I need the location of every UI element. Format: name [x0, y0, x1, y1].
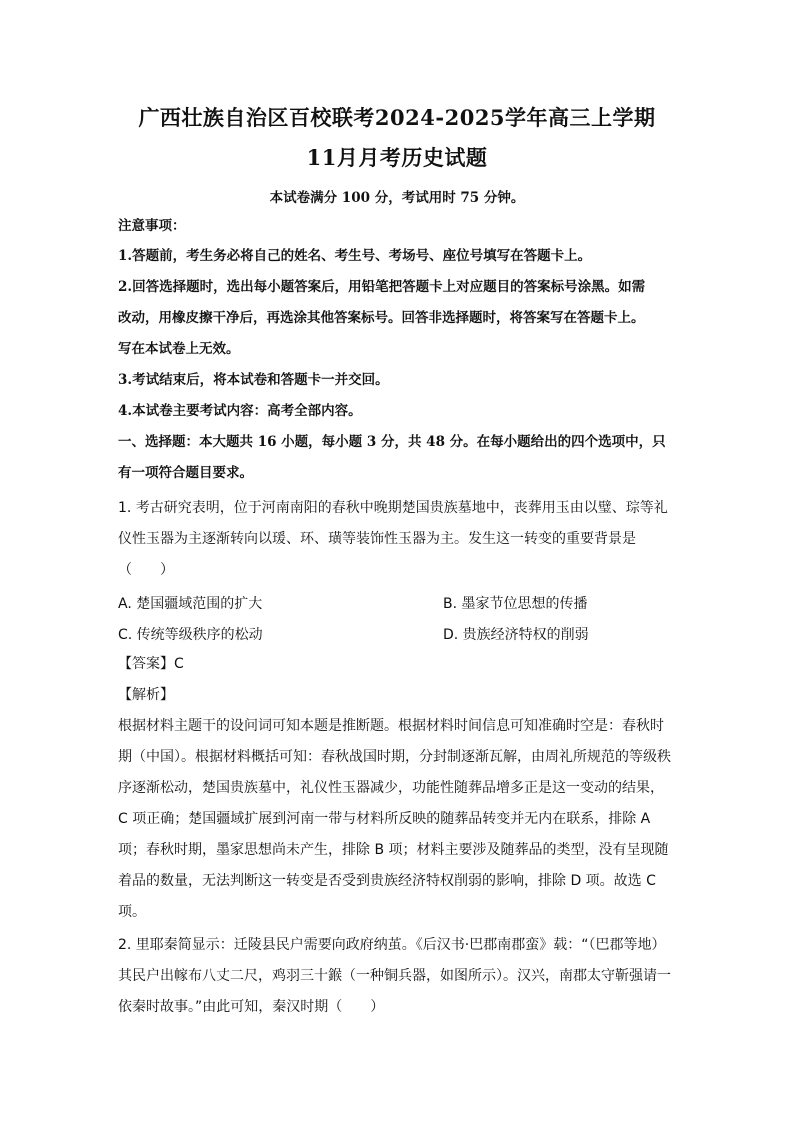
section-heading-cont: 有一项符合题目要求。	[118, 465, 253, 481]
notice-item: 写在本试卷上无效。	[118, 341, 240, 357]
analysis-line: 根据材料主题干的设问词可知本题是推断题。根据材料时间信息可知准确时空是：春秋时	[118, 718, 664, 734]
notice-item: 1.答题前，考生务必将自己的姓名、考生号、考场号、座位号填写在答题卡上。	[118, 248, 592, 264]
option-a: A. 楚国疆域范围的扩大	[118, 596, 263, 612]
question-1-stem: 1. 考古研究表明，位于河南南阳的春秋中晚期楚国贵族墓地中，丧葬用玉由以璧、琮等礼	[118, 500, 668, 516]
analysis-line: 期（中国）。根据材料概括可知：春秋战国时期，分封制逐渐瓦解，由周礼所规范的等级秩	[118, 749, 671, 765]
question-2-stem: 依秦时故事。”由此可知，秦汉时期（ ）	[118, 999, 385, 1015]
analysis-line: 着品的数量，无法判断这一转变是否受到贵族经济特权削弱的影响，排除 D 项。故选 C	[118, 873, 656, 889]
analysis-line: 项。	[118, 904, 146, 920]
exam-subtitle: 本试卷满分 100 分，考试用时 75 分钟。	[269, 190, 525, 206]
answer-label: 【答案】C	[118, 656, 184, 672]
exam-title-line2: 11月月考历史试题	[306, 145, 488, 170]
section-heading: 一、选择题：本大题共 16 小题，每小题 3 分，共 48 分。在每小题给出的四个选项中，只	[118, 434, 666, 450]
notice-item: 2.回答选择题时，选出每小题答案后，用铅笔把答题卡上对应题目的答案标号涂黑。如需	[118, 279, 646, 295]
exam-title-line1: 广西壮族自治区百校联考2024-2025学年高三上学期	[138, 105, 656, 130]
question-2-stem: 2. 里耶秦简显示：迁陵县民户需要向政府纳茧。《后汉书·巴郡南郡蛮》载：“（巴郡等地）	[118, 937, 666, 953]
notice-item: 3.考试结束后，将本试卷和答题卡一并交回。	[118, 372, 389, 388]
question-1-stem: 仪性玉器为主逐渐转向以瑗、环、璜等装饰性玉器为主。发生这一转变的重要背景是	[118, 531, 636, 547]
question-2-stem: 其民户出幏布八丈二尺，鸡羽三十鍭（一种铜兵器，如图所示）。汉兴，南郡太守靳强请一	[118, 968, 671, 984]
notice-heading: 注意事项：	[118, 218, 186, 234]
analysis-line: 项；春秋时期，墨家思想尚未产生，排除 B 项；材料主要涉及随葬品的类型，没有呈现随	[118, 842, 669, 858]
question-1-stem: （ ）	[118, 562, 174, 578]
option-c: C. 传统等级秩序的松动	[118, 627, 263, 643]
option-d: D. 贵族经济特权的削弱	[443, 627, 589, 643]
option-b: B. 墨家节位思想的传播	[443, 596, 588, 612]
analysis-line: C 项正确；楚国疆域扩展到河南一带与材料所反映的随葬品转变并无内在联系，排除 A	[118, 811, 651, 827]
notice-item: 改动，用橡皮擦干净后，再选涂其他答案标号。回答非选择题时，将答案写在答题卡上。	[118, 310, 645, 326]
notice-item: 4.本试卷主要考试内容：高考全部内容。	[118, 403, 362, 419]
analysis-line: 序逐渐松动，楚国贵族墓中，礼仪性玉器减少，功能性随葬品增多正是这一变动的结果，	[118, 780, 664, 796]
analysis-heading: 【解析】	[118, 687, 174, 703]
